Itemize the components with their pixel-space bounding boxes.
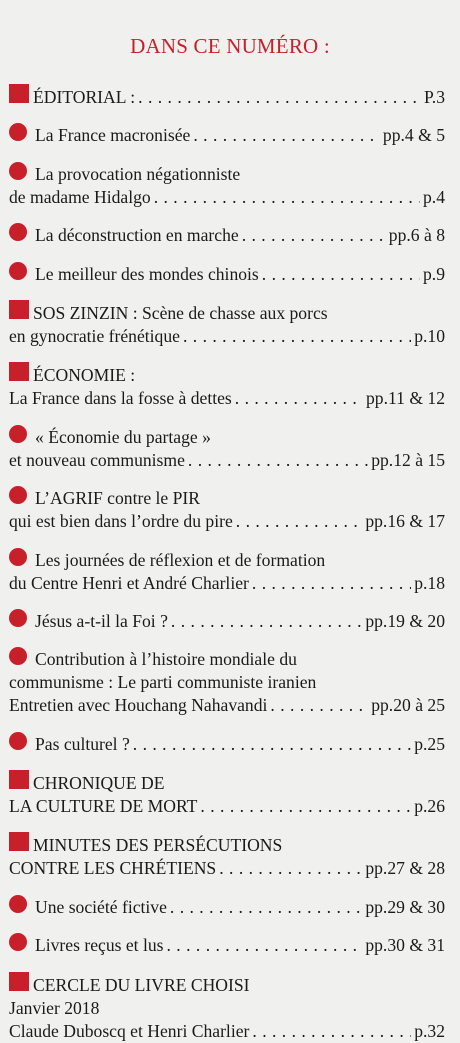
toc-entry: [9, 972, 445, 1043]
entry-gap: [9, 472, 445, 486]
red-square-icon: [9, 770, 29, 789]
dot-leader: [200, 795, 411, 818]
dot-leader: [270, 694, 368, 717]
red-circle-icon: [9, 732, 27, 750]
toc-entry: [9, 486, 445, 533]
toc-entry: [9, 647, 445, 717]
entry-title: ÉCONOMIE :: [33, 365, 136, 386]
toc-entry: [9, 832, 445, 880]
entry-gap: [9, 756, 445, 770]
entry-title: La France dans la fosse à dettes: [9, 388, 232, 409]
entry-gap: [9, 109, 445, 123]
toc-entry: [9, 262, 445, 286]
toc-line: [9, 572, 445, 595]
entry-title: du Centre Henri et André Charlier: [9, 572, 249, 593]
toc-line: [9, 425, 445, 449]
dot-leader: [193, 124, 380, 147]
toc-line: [9, 895, 445, 919]
entry-title: Contribution à l’histoire mondiale du: [35, 649, 297, 670]
toc-line: [9, 387, 445, 410]
page-number: pp.29 & 30: [365, 896, 445, 917]
red-square-icon: [9, 300, 29, 319]
toc-entry: [9, 548, 445, 595]
red-circle-icon: [9, 895, 27, 913]
entry-title: Janvier 2018: [9, 997, 100, 1018]
dot-leader: [262, 263, 420, 286]
entry-gap: [9, 818, 445, 832]
page-number: p.9: [423, 263, 445, 284]
entry-title: qui est bien dans l’ordre du pire: [9, 511, 233, 532]
toc-line: [9, 857, 445, 880]
entry-title: LA CULTURE DE MORT: [9, 796, 198, 817]
toc-line: [9, 647, 445, 671]
toc-line: [9, 84, 445, 109]
entry-title: L’AGRIF contre le PIR: [35, 488, 201, 509]
dot-leader: [170, 896, 362, 919]
entry-title: « Économie du partage »: [35, 426, 211, 447]
entry-title: Une société fictive: [35, 896, 167, 917]
page-number: p.26: [414, 796, 445, 817]
toc-entry: [9, 223, 445, 247]
table-of-contents: [9, 84, 445, 1043]
page-number: pp.12 à 15: [371, 449, 445, 470]
toc-entry: [9, 609, 445, 633]
dot-leader: [171, 610, 362, 633]
toc-entry: [9, 300, 445, 348]
entry-title: communisme : Le parti communiste iranien: [9, 672, 317, 693]
dot-leader: [138, 86, 421, 109]
page-number: pp.20 à 25: [371, 695, 445, 716]
dot-leader: [188, 449, 368, 472]
entry-title: CERCLE DU LIVRE CHOISI: [33, 974, 250, 995]
page-number: p.10: [414, 325, 445, 346]
toc-entry: [9, 84, 445, 109]
entry-title: en gynocratie frénétique: [9, 325, 180, 346]
toc-line: [9, 609, 445, 633]
entry-title: SOS ZINZIN : Scène de chasse aux porcs: [33, 302, 328, 323]
entry-title: MINUTES DES PERSÉCUTIONS: [33, 835, 283, 856]
entry-gap: [9, 595, 445, 609]
red-circle-icon: [9, 933, 27, 951]
page-title: DANS CE NUMÉRO :: [130, 34, 330, 58]
toc-line: [9, 510, 445, 533]
page-number: pp.19 & 20: [365, 610, 445, 631]
page-number: p.25: [414, 733, 445, 754]
toc-line: [9, 732, 445, 756]
red-circle-icon: [9, 262, 27, 280]
dot-leader: [219, 857, 362, 880]
dot-leader: [252, 1020, 411, 1043]
page-number: pp.11 & 12: [365, 388, 445, 409]
entry-title: La provocation négationniste: [35, 163, 241, 184]
entry-gap: [9, 410, 445, 424]
toc-line: [9, 548, 445, 572]
toc-line: [9, 123, 445, 147]
red-circle-icon: [9, 647, 27, 665]
red-circle-icon: [9, 425, 27, 443]
red-circle-icon: [9, 548, 27, 566]
entry-gap: [9, 247, 445, 261]
entry-title: La France macronisée: [35, 125, 191, 146]
toc-line: [9, 486, 445, 510]
red-square-icon: [9, 84, 29, 103]
dot-leader: [236, 510, 363, 533]
red-circle-icon: [9, 123, 27, 141]
toc-line: [9, 770, 445, 795]
toc-line: [9, 997, 445, 1020]
dot-leader: [252, 572, 411, 595]
entry-gap: [9, 209, 445, 223]
entry-title: CHRONIQUE DE: [33, 773, 165, 794]
toc-entry: [9, 732, 445, 756]
entry-title: Jésus a-t-il la Foi ?: [35, 610, 168, 631]
entry-title: de madame Hidalgo: [9, 186, 151, 207]
entry-title: Le meilleur des mondes chinois: [35, 263, 259, 284]
dot-leader: [235, 387, 363, 410]
toc-entry: [9, 770, 445, 818]
toc-line: [9, 162, 445, 186]
toc-entry: [9, 362, 445, 410]
page-number: pp.4 & 5: [382, 125, 445, 146]
toc-line: [9, 223, 445, 247]
toc-line: [9, 449, 445, 472]
red-circle-icon: [9, 223, 27, 241]
entry-gap: [9, 286, 445, 300]
dot-leader: [133, 733, 411, 756]
page-number: pp.6 à 8: [388, 225, 445, 246]
red-square-icon: [9, 832, 29, 851]
dot-leader: [167, 934, 363, 957]
toc-line: [9, 832, 445, 857]
page-number: pp.27 & 28: [365, 858, 445, 879]
toc-line: [9, 300, 445, 325]
page-number: P.3: [423, 87, 445, 107]
dot-leader: [154, 186, 420, 209]
toc-line: [9, 671, 445, 694]
toc-line: [9, 362, 445, 387]
entry-title: Les journées de réflexion et de formation: [35, 549, 326, 570]
dot-leader: [183, 325, 411, 348]
entry-title: La déconstruction en marche: [35, 225, 239, 246]
entry-gap: [9, 348, 445, 362]
red-circle-icon: [9, 162, 27, 180]
page-number: pp.30 & 31: [365, 935, 445, 956]
entry-title: ÉDITORIAL :: [33, 87, 136, 107]
entry-gap: [9, 919, 445, 933]
page-number: pp.16 & 17: [365, 511, 445, 532]
toc-line: [9, 1020, 445, 1043]
toc-entry: [9, 933, 445, 957]
entry-title: Entretien avec Houchang Nahavandi: [9, 695, 268, 716]
entry-title: et nouveau communisme: [9, 449, 185, 470]
toc-entry: [9, 895, 445, 919]
red-circle-icon: [9, 486, 27, 504]
toc-entry: [9, 162, 445, 209]
toc-line: [9, 694, 445, 717]
red-square-icon: [9, 972, 29, 991]
entry-gap: [9, 957, 445, 971]
toc-line: [9, 795, 445, 818]
entry-gap: [9, 147, 445, 161]
toc-line: [9, 972, 445, 997]
page-number: p.18: [414, 572, 445, 593]
toc-line: [9, 186, 445, 209]
red-circle-icon: [9, 609, 27, 627]
entry-title: Claude Duboscq et Henri Charlier: [9, 1020, 250, 1041]
toc-entry: [9, 425, 445, 472]
toc-line: [9, 933, 445, 957]
entry-title: Pas culturel ?: [35, 733, 130, 754]
entry-gap: [9, 880, 445, 894]
entry-gap: [9, 717, 445, 731]
page-number: p.32: [414, 1020, 445, 1041]
entry-title: CONTRE LES CHRÉTIENS: [9, 858, 217, 879]
entry-gap: [9, 533, 445, 547]
toc-entry: [9, 123, 445, 147]
toc-line: [9, 325, 445, 348]
entry-gap: [9, 633, 445, 647]
entry-title: Livres reçus et lus: [35, 935, 164, 956]
toc-line: [9, 262, 445, 286]
red-square-icon: [9, 362, 29, 381]
dot-leader: [242, 224, 386, 247]
page-number: p.4: [423, 186, 445, 207]
